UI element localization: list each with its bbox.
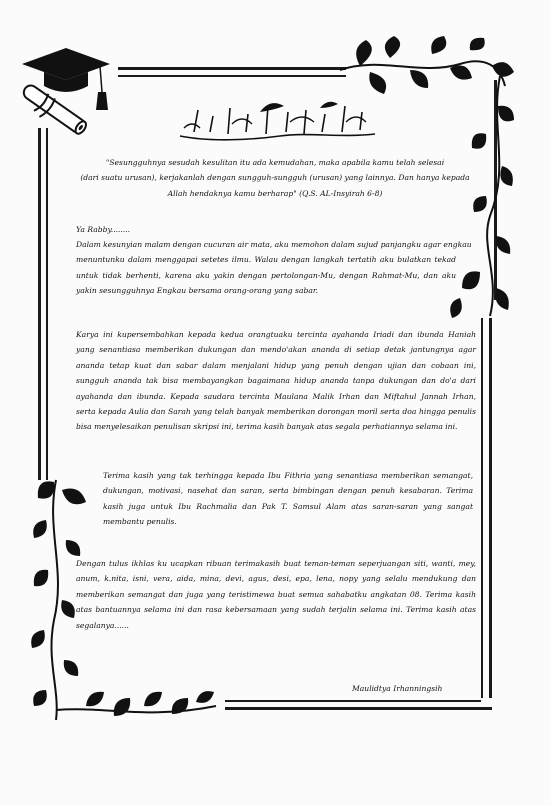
paragraph-line: membantu penulis. <box>103 517 177 527</box>
graduation-cap-diploma-icon <box>14 40 124 140</box>
frame-left-line <box>38 128 41 480</box>
frame-left-line-thin <box>46 128 48 480</box>
paragraph-line: Dengan tulus ikhlas ku ucapkan ribuan terimakasih buat teman-teman seperjuangan siti, wanti, mey, <box>76 559 476 568</box>
salutation: Ya Rabby........ <box>76 225 131 234</box>
frame-top-line <box>118 67 346 70</box>
paragraph-line: anum, k.nita, isni, vera, aida, mina, devi, agus, desi, epa, lena, nopy yang selalu mendukung dan <box>76 574 476 584</box>
paragraph-line: memberikan semangat dan juga yang teristimewa buat semua sahabatku angkatan 08. Terima kasih <box>76 589 476 599</box>
paragraph-line: Terima kasih yang tak terhingga kepada Ibu Fithria yang senantiasa memberikan semangat, <box>103 471 473 480</box>
paragraph-dedication <box>76 327 476 435</box>
quran-quote <box>60 155 490 201</box>
paragraph-line: yang senantiasa memberikan dukungan dan mendo'akan ananda di setiap detak jantungnya agar <box>76 345 476 355</box>
paragraph-thanks-advisors <box>103 468 473 530</box>
paragraph-line: segalanya...... <box>76 620 129 630</box>
frame-bottom-line-thin <box>225 700 481 702</box>
paragraph-line: ayahanda dan ibunda. Kepada saudara tercinta Maulana Malik Irhan dan Miftahul Jannah Irhan, <box>76 391 476 401</box>
frame-right-line <box>489 318 492 698</box>
frame-top-line-thin <box>118 75 346 77</box>
quote-line: Allah hendaknya kamu berharap" (Q.S. AL-Insyirah 6-8) <box>167 188 383 198</box>
paragraph-line: bisa menyelesaikan penulisan skripsi ini, terima kasih banyak atas segala perhatiannya selama ini. <box>76 422 458 432</box>
paragraph-line: dukungan, motivasi, nasehat dan saran, serta bimbingan dengan penuh kesabaran. Terima <box>103 486 473 496</box>
paragraph-line: kasih juga untuk Ibu Rachmalia dan Pak T. Samsul Alam atas saran-saran yang sangat <box>103 501 473 511</box>
quote-line: "Sesungguhnya sesudah kesulitan itu ada kemudahan, maka apabila kamu telah selesai <box>105 158 445 167</box>
paragraph-line: atas bantuannya selama ini dan rasa kebersamaan yang sudah terjalin selama ini. Terima kasih atas <box>76 605 476 615</box>
paragraph-line: Dalam kesunyian malam dengan cucuran air mata, aku memohon dalam sujud panjangku agar engkau <box>76 240 472 249</box>
paragraph-line: sungguh ananda tak bisa membayangkan bagaimana hidup ananda tanpa dukungan dan do'a dari <box>76 376 476 386</box>
frame-bottom-line <box>225 707 492 710</box>
paragraph-line: ananda tetap kuat dan sabar dalam menjalani hidup yang penuh dengan ujian dan cobaan ini, <box>76 360 476 370</box>
frame-right-line-thin <box>481 318 483 698</box>
paragraph-line: menuntunku dalam menggapai setetes ilmu. Walau dengan langkah tertatih aku bulatkan tekad <box>76 255 456 265</box>
paragraph-line: untuk tidak berhenti, karena aku yakin dengan pertolongan-Mu, dengan Rahmat-Mu, dan aku <box>76 270 456 280</box>
paragraph-line: yakin sesungguhnya Engkau bersama orang-orang yang sabar. <box>76 286 319 296</box>
paragraph-line: serta kepada Aulia dan Sarah yang telah banyak memberikan dorongan moril serta doa hingga penulis <box>76 407 476 417</box>
bismillah-text: بسم الله الرحمن الرحيم <box>274 150 286 151</box>
quote-line: (dari suatu urusan), kerjakanlah dengan sungguh-sungguh (urusan) yang lainnya. Dan hanya kepada <box>80 173 470 183</box>
bismillah-calligraphy <box>170 92 390 152</box>
author-signature: Maulidtya Irhanningsih <box>352 684 443 693</box>
paragraph-prayer <box>76 237 472 299</box>
paragraph-line: Karya ini kupersembahkan kepada kedua orangtuaku tercinta ayahanda Iriadi dan ibunda Haniah <box>76 330 476 339</box>
paragraph-thanks-friends <box>76 556 476 633</box>
